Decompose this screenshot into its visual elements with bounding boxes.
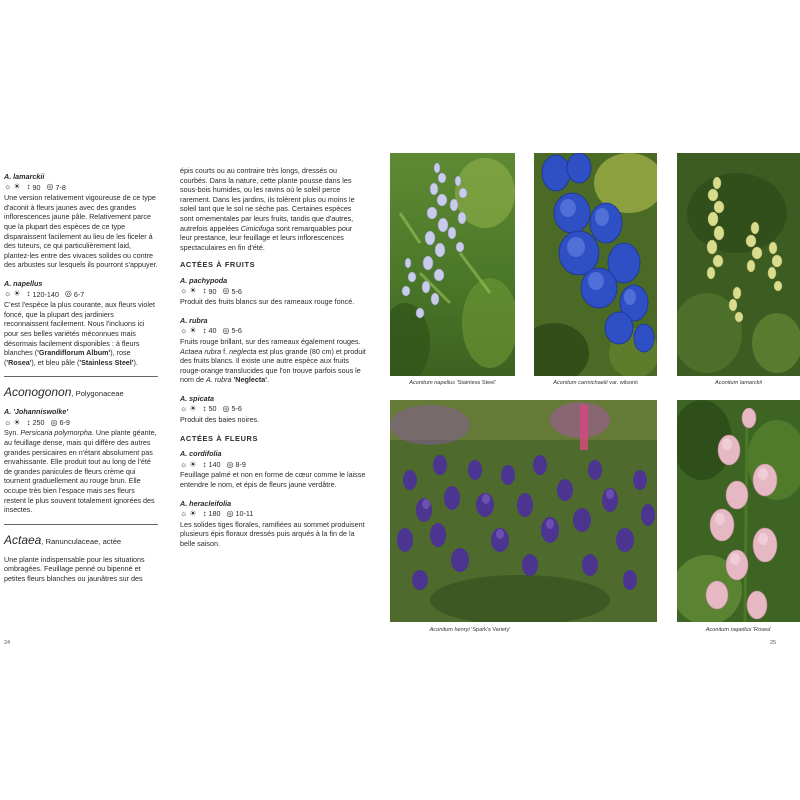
section-divider [4,524,158,525]
entry-johanniswolke [4,407,158,515]
photo-caption: Aconitum carmichaelii var. wilsonii [553,380,638,386]
half-shade-icon: ☀ [189,286,197,296]
hardiness-zone-icon: ◎ [222,286,230,296]
photo-caption: Aconitum lamarckii [715,380,762,386]
hardiness-zone-icon: ◎ [226,459,234,469]
species-name: A. lamarckii [4,172,45,181]
species-name: A. cordifolia [180,449,222,459]
plant-meta [180,287,366,297]
zone-value: 5-6 [231,326,242,336]
zone-value: 6-9 [59,417,70,427]
sun-icon: ☼ [180,404,188,414]
flower-photo-illustration [390,400,657,622]
height-value: 90 [32,182,41,192]
entry-rubra [180,316,366,385]
cultivar-name: 'Grandiflorum Album' [37,348,111,358]
height-value: 180 [208,509,221,519]
height-icon: ↕ [202,286,207,296]
height-value: 120-140 [32,289,59,299]
photo-aconitum-carmichaelii [534,153,657,376]
cultivar-name: 'Rosea' [6,357,32,367]
height-value: 250 [32,417,45,427]
photo-caption: Aconitum napellus 'Stainless Steel' [409,380,496,386]
photo-caption: Aconitum napellus 'Rosea' [705,627,772,633]
half-shade-icon: ☀ [189,509,197,519]
photo-aconitum-lamarckii [677,153,800,376]
genus-heading-aconogonon: Aconogonon, Polygonaceae [4,385,124,400]
half-shade-icon: ☀ [189,326,197,336]
height-value: 90 [208,286,217,296]
family-name: , Polygonaceae [71,389,124,399]
entry-description: Une version relativement vigoureuse de ce type d'aconit à fleurs jaunes avec des grandes inflorescences jaune pâle. Relativement parce que la plupart des espèces de ce type disparaissent facilement au lieu de les ficeler à des tuteurs, ce qui particulièrement laid, plantez-les entre des vivaces solides ou contre des arbustes sur lesquels ils pourront s'appuyer. [4,193,158,270]
page-number-right: 25 [770,640,777,646]
flower-photo-illustration [390,153,515,376]
plant-meta [180,509,366,519]
entry-description: Les solides tiges florales, ramifiées au sommet produisent plusieurs épis floraux dressés puis arqués à la fin de la belle saison. [180,519,365,548]
flower-photo-illustration [677,153,800,376]
entry-description: Fruits rouge brillant, sur des rameaux également rouges. Actaea rubra f. neglecta est plus grande (80 cm) et produit des fruits blancs. Il existe une autre espèce aux fruits rouge-orange translucides que l'on trouve parfois sous le nom de A. rubra 'Neglecta'. [180,336,366,385]
entry-description: Produit des fruits blancs sur des rameaux rouge foncé. [180,297,355,307]
zone-value: 7-8 [55,182,66,192]
sun-icon: ☼ [180,286,188,296]
plant-meta [4,183,158,193]
height-icon: ↕ [26,289,31,299]
entry-cordifolia [180,449,366,489]
sun-icon: ☼ [180,326,188,336]
plant-meta [180,326,366,336]
hardiness-zone-icon: ◎ [222,404,230,414]
flower-photo-illustration [677,400,800,622]
photo-aconitum-rosea [677,400,800,622]
hardiness-zone-icon: ◎ [226,509,234,519]
height-icon: ↕ [26,417,31,427]
left-column-a [4,172,158,584]
family-name: , Ranunculaceae, actée [41,536,122,546]
photo-aconitum-henryi [390,400,657,622]
half-shade-icon: ☀ [189,459,197,469]
zone-value: 10-11 [235,509,254,519]
entry-napellus [4,279,158,367]
hardiness-zone-icon: ◎ [222,326,230,336]
height-icon: ↕ [202,459,207,469]
sun-icon: ☼ [180,459,188,469]
half-shade-icon: ☀ [189,404,197,414]
sun-icon: ☼ [4,182,12,192]
page-number-left: 24 [4,640,11,646]
height-icon: ↕ [26,182,31,192]
height-value: 50 [208,404,217,414]
hardiness-zone-icon: ◎ [64,289,72,299]
half-shade-icon: ☀ [13,417,21,427]
species-name: A. spicata [180,393,214,403]
entry-description: Syn. Persicaria polymorpha. Une plante géante, au feuillage dense, mais qui diffère des autres grandes persicaires en n'étant absolument pas envahissante. Elle produit tout au long de l'été de grandes panicules de fleurs crème qui tournent graduellement au rouge brun. Elle occupe très bien l'espace mais ses fleurs restent le plus souvent totalement ignorées des insectes. [4,428,157,515]
entry-description: Produit des baies noires. [180,415,260,425]
zone-value: 6-7 [73,289,85,299]
height-icon: ↕ [202,509,207,519]
hardiness-zone-icon: ◎ [50,417,58,427]
sun-icon: ☼ [4,417,12,427]
zone-value: 5-6 [231,404,242,414]
genus-intro-continued: épis courts ou au contraire très longs, dressés ou courbés. Dans la nature, cette plante pousse dans les sous-bois humides, ou les ravins où le soleil perce rarement. Dans les jardins, ils tolèrent plus ou moins le soleil tant que le sol ne sèche pas. Certaines espèces sont ornementales par leurs fruits, tandis que d'autres, autrefois appelées Cimicifuga sont remarquables pour leur prestance, leur feuillage et leurs inflorescences spectaculaires en fin d'été. [180,166,355,252]
zone-value: 5-6 [231,286,242,296]
section-heading-fruits: ACTÉES À FRUITS [180,260,256,270]
photo-aconitum-stainless-steel [390,153,515,376]
left-column-b [180,166,366,558]
sun-icon: ☼ [4,289,12,299]
entry-heracleifolia [180,499,366,549]
height-icon: ↕ [202,326,207,336]
cultivar-name: 'Neglecta' [231,375,267,385]
plant-meta [4,290,158,300]
plant-meta [180,460,366,470]
entry-lamarckii [4,172,158,270]
genus-intro: Une plante indispensable pour les situations ombragées. Feuillage penné ou bipenné et petites fleurs blanches ou jaunâtres sur des [4,554,145,583]
plant-meta [180,404,366,414]
photo-caption: Aconitum henryi 'Spark's Variety' [429,627,511,633]
species-name: A. pachypoda [180,275,228,285]
height-value: 40 [208,326,217,336]
genus-heading-actaea: Actaea, Ranunculaceae, actée [4,532,122,547]
half-shade-icon: ☀ [13,182,21,192]
plant-meta [4,418,158,428]
entry-pachypoda [180,276,366,307]
hardiness-zone-icon: ◎ [46,182,54,192]
zone-value: 8-9 [235,459,246,469]
flower-photo-illustration [534,153,657,376]
species-name: A. napellus [4,278,43,288]
entry-description: C'est l'espèce la plus courante, aux fleurs violet foncé, que la plupart des jardiniers reconnaissent facilement. Nous l'incluons ici pour ses belles variétés méconnues mais désormais facilement disponibles : à fleurs blanches ('Grandiflorum Album'), rose ('Rosea'), et bleu pâle ('Stainless Steel'). [4,300,155,367]
half-shade-icon: ☀ [13,289,21,299]
section-divider [4,376,158,377]
synonym-name: Persicaria polymorpha [20,428,92,438]
height-value: 140 [208,459,221,469]
species-name: A. 'Johanniswolke' [4,407,69,417]
entry-spicata [180,394,366,425]
sun-icon: ☼ [180,509,188,519]
entry-description: Feuillage palmé et non en forme de cœur comme le laisse entendre le nom, et épis de fleurs jaune verdâtre. [180,470,366,490]
cultivar-name: 'Stainless Steel' [79,357,134,367]
section-heading-flowers: ACTÉES À FLEURS [180,433,258,443]
species-name: A. rubra [180,315,208,325]
species-name: A. heracleifolia [180,498,232,508]
height-icon: ↕ [202,404,207,414]
